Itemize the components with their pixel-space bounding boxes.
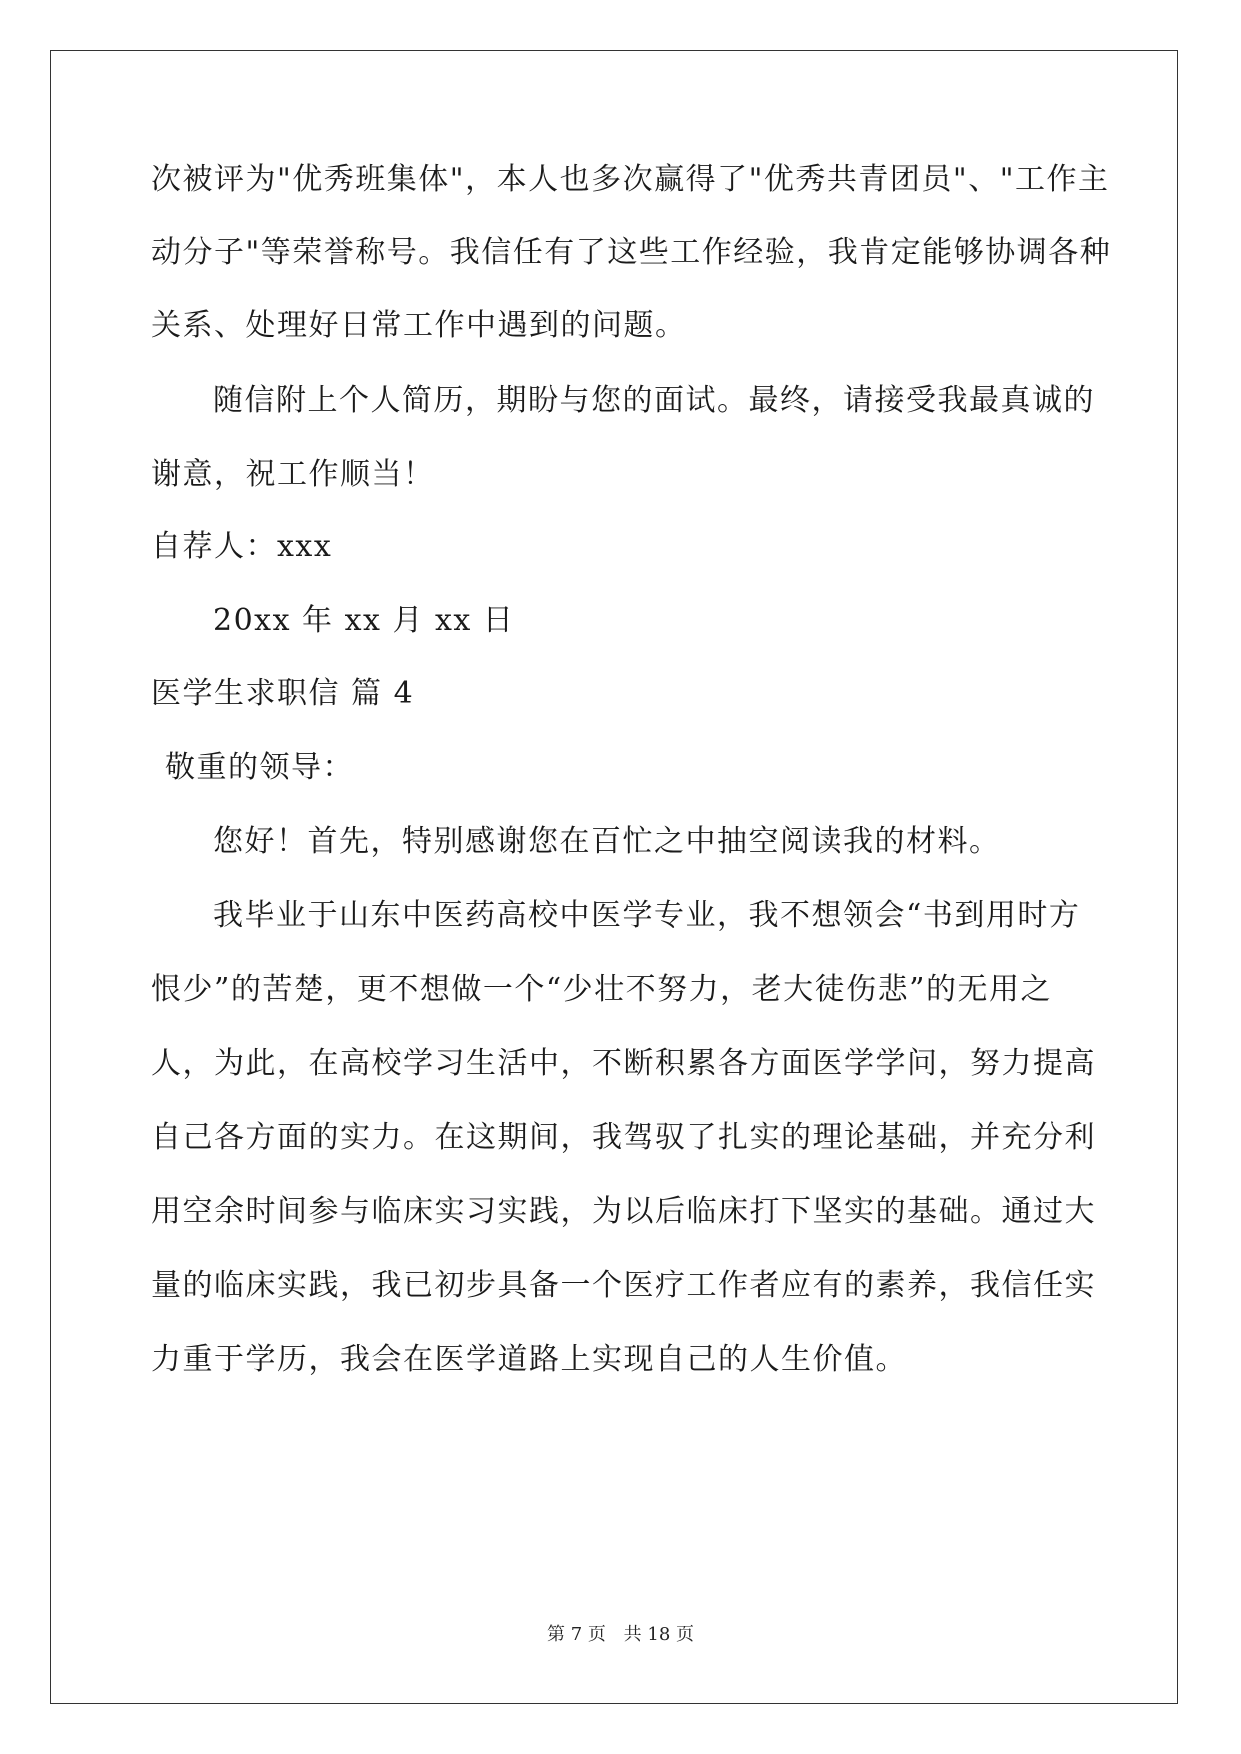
paragraph-line: 谢意，祝工作顺当！ — [151, 457, 435, 492]
page-number: 第 7 页 — [547, 1624, 606, 1645]
paragraph-line: 随信附上个人简历，期盼与您的面试。最终，请接受我最真诚的 — [213, 383, 1095, 418]
paragraph-line: 人，为此，在高校学习生活中，不断积累各方面医学学问，努力提高 — [151, 1046, 1096, 1081]
signature-line: 自荐人：xxx — [151, 529, 333, 564]
page-total: 共 18 页 — [623, 1624, 694, 1645]
paragraph-line: 动分子"等荣誉称号。我信任有了这些工作经验，我肯定能够协调各种 — [151, 235, 1112, 270]
paragraph-line: 用空余时间参与临床实习实践，为以后临床打下坚实的基础。通过大 — [151, 1194, 1096, 1229]
paragraph-line: 关系、处理好日常工作中遇到的问题。 — [151, 308, 687, 343]
paragraph-line: 我毕业于山东中医药高校中医学专业，我不想领会“书到用时方 — [213, 898, 1081, 933]
paragraph-line: 恨少”的苦楚，更不想做一个“少壮不努力，老大徒伤悲”的无用之 — [151, 972, 1053, 1007]
paragraph-line: 自己各方面的实力。在这期间，我驾驭了扎实的理论基础，并充分利 — [151, 1120, 1096, 1155]
paragraph-line: 次被评为"优秀班集体"，本人也多次赢得了"优秀共青团员"、"工作主 — [151, 162, 1110, 197]
paragraph-line: 量的临床实践，我已初步具备一个医疗工作者应有的素养，我信任实 — [151, 1268, 1096, 1303]
page-footer — [0, 1620, 1241, 1646]
paragraph-line: 力重于学历，我会在医学道路上实现自己的人生价值。 — [151, 1342, 907, 1377]
page-border — [50, 50, 1178, 1704]
section-heading: 医学生求职信 篇 4 — [151, 676, 415, 711]
paragraph-line: 您好！首先，特别感谢您在百忙之中抽空阅读我的材料。 — [213, 824, 1001, 859]
salutation: 敬重的领导： — [165, 750, 354, 785]
date-line: 20xx 年 xx 月 xx 日 — [213, 603, 515, 638]
